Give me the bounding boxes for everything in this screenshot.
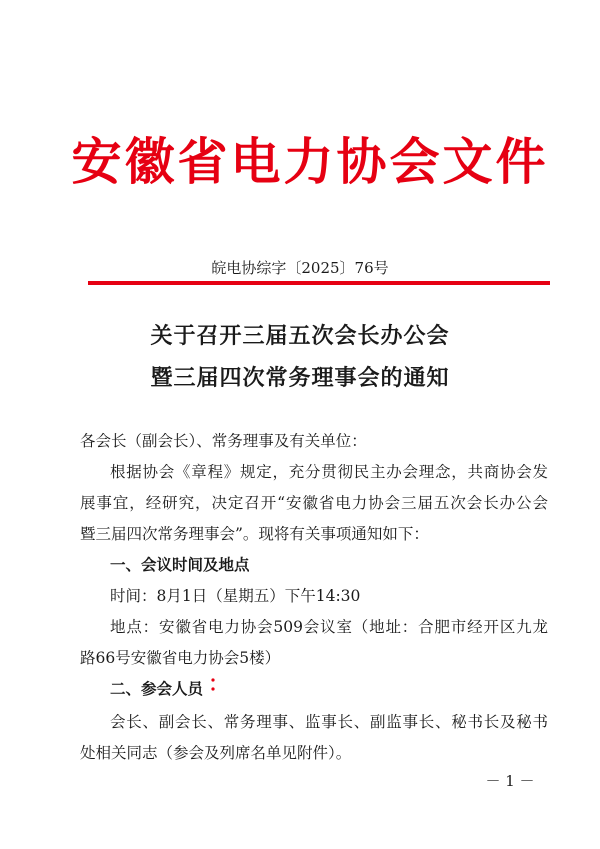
notice-title-line-2: 暨三届四次常务理事会的通知 xyxy=(150,365,450,391)
attendees-line-1: 会长、副会长、常务理事、监事长、副监事长、秘书长及秘书 xyxy=(110,713,548,731)
attendees-line-2: 处相关同志（参会及列席名单见附件）。 xyxy=(80,744,352,762)
red-divider-line xyxy=(88,281,550,285)
document-number: 皖电协综字〔2025〕76号 xyxy=(211,259,389,277)
section-1-heading: 一、会议时间及地点 xyxy=(110,555,250,574)
paragraph-1-line-2: 展事宜，经研究，决定召开“安徽省电力协会三届五次会长办公会 xyxy=(80,494,548,512)
red-mark-dots xyxy=(210,676,216,694)
paragraph-1-line-1: 根据协会《章程》规定，充分贯彻民主办会理念，共商协会发 xyxy=(110,463,548,481)
paragraph-1-line-3: 暨三届四次常务理事会”。现将有关事项通知如下： xyxy=(80,525,429,543)
page-number: － 1 － xyxy=(485,772,535,790)
red-header-title: 安徽省电力协会文件 xyxy=(71,132,549,191)
time-line: 时间：8月1日（星期五）下午14:30 xyxy=(110,587,361,605)
salutation: 各会长（副会长）、常务理事及有关单位： xyxy=(80,432,367,450)
red-dot-upper xyxy=(211,678,214,681)
red-dot-lower xyxy=(211,687,214,690)
location-line-1: 地点：安徽省电力协会509会议室（地址：合肥市经开区九龙 xyxy=(110,618,548,636)
notice-title-line-1: 关于召开三届五次会长办公会 xyxy=(150,323,450,349)
section-2-heading: 二、参会人员 xyxy=(110,679,204,698)
location-line-2: 路66号安徽省电力协会5楼） xyxy=(80,649,281,667)
